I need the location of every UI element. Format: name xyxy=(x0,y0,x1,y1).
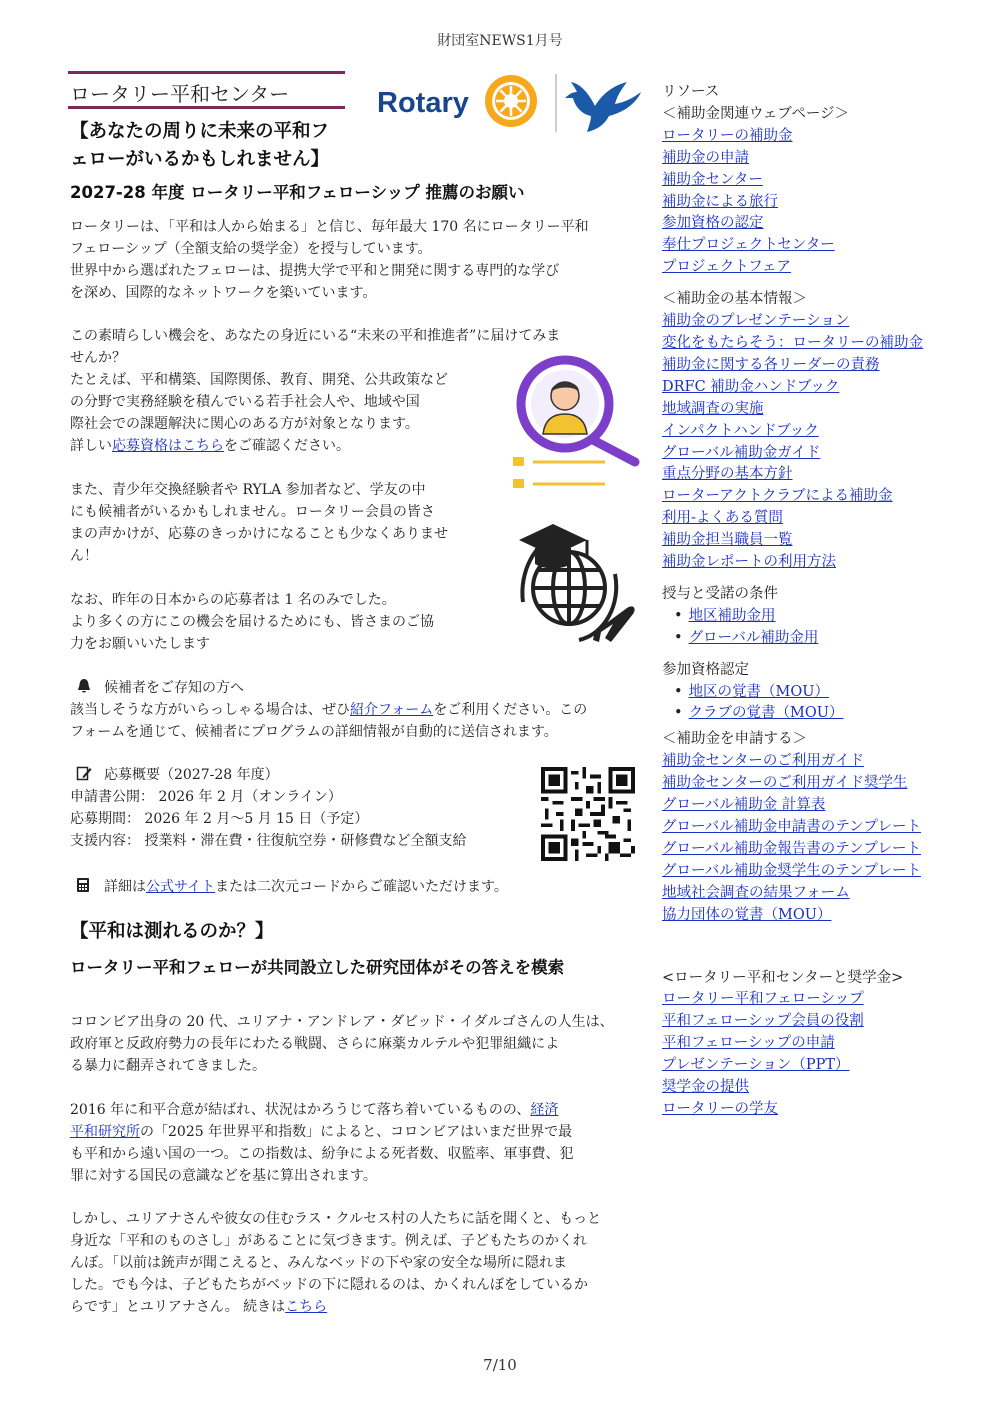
sidebar-link[interactable]: • 地区の覚書（MOU） xyxy=(662,682,962,704)
text-line: しかし、ユリアナさんや彼女の住むラス・クルセス村の人たちに話を聞くと、もっと xyxy=(70,1211,602,1227)
details-line xyxy=(70,876,640,898)
calculator-icon xyxy=(76,877,90,893)
section-label: ロータリー平和センター xyxy=(70,82,290,106)
referral-form-link[interactable]: 紹介フォーム xyxy=(350,702,434,718)
sidebar-group-title: 授与と受諾の条件 xyxy=(662,585,778,602)
text-line: たとえば、平和構築、国際関係、教育、開発、公共政策など xyxy=(70,372,448,388)
article1-heading-line2: ェローがいるかもしれません】 xyxy=(70,149,330,170)
sidebar-group-links xyxy=(662,606,962,650)
text-line: まの声かけが、応募のきっかけになることも少なくありませ xyxy=(70,526,448,542)
article2-paragraph2 xyxy=(70,1099,640,1187)
sidebar-link[interactable]: プロジェクトフェア xyxy=(662,259,792,276)
sidebar-link[interactable]: 奨学金の提供 xyxy=(662,1079,749,1096)
sidebar-link[interactable]: 奉仕プロジェクトセンター xyxy=(662,237,835,254)
section-label-box xyxy=(68,71,345,109)
text-line xyxy=(70,1099,640,1121)
text-line: フェローシップ（全額支給の奨学金）を授与しています。 xyxy=(70,241,432,257)
resources-sidebar xyxy=(662,82,962,1121)
candidate-section xyxy=(70,677,640,743)
sidebar-link[interactable]: グローバル補助金報告書のテンプレート xyxy=(662,840,921,857)
text-line: 世界中から選ばれたフェローは、提携大学で平和と開発に関する専門的な学び xyxy=(70,263,560,279)
article1-paragraph1 xyxy=(70,216,640,304)
sidebar-link[interactable]: 協力団体の覚書（MOU） xyxy=(662,906,832,923)
sidebar-link[interactable]: 補助金センターのご利用ガイド奨学生 xyxy=(662,775,908,792)
sidebar-link[interactable]: インパクトハンドブック xyxy=(662,422,819,439)
sidebar-group-links xyxy=(662,989,962,1120)
sidebar-link[interactable]: • グローバル補助金用 xyxy=(662,628,962,650)
text-line: 際社会での課題解決に関心のある方が対象となります。 xyxy=(70,416,419,432)
sidebar-link[interactable]: 補助金による旅行 xyxy=(662,193,778,210)
sidebar-link[interactable]: DRFC 補助金ハンドブック xyxy=(662,378,840,395)
sidebar-link[interactable]: 地域社会調査の結果フォーム xyxy=(662,884,850,901)
sidebar-link[interactable]: 平和フェローシップの申請 xyxy=(662,1035,835,1052)
text-line: より多くの方にこの機会を届けるためにも、皆さまのご協 xyxy=(70,614,434,630)
text-line: 政府軍と反政府勢力の長年にわたる戦闘、さらに麻薬カルテルや犯罪組織によ xyxy=(70,1036,560,1052)
text-span: らです」とユリアナさん。 続きは xyxy=(70,1299,286,1315)
text-line: も平和から遠い国の一つ。この指数は、紛争による死者数、収監率、軍事費、犯 xyxy=(70,1146,574,1162)
sidebar-link[interactable]: ロータリーの補助金 xyxy=(662,127,793,144)
text-span: 詳しい xyxy=(70,438,112,454)
sidebar-link[interactable]: 補助金に関する各リーダーの責務 xyxy=(662,356,880,373)
text-line: この素晴らしい機会を、あなたの身近にいる“未来の平和推進者”に届けてみま xyxy=(70,328,561,344)
study-abroad-icon xyxy=(505,512,640,657)
dove-icon xyxy=(565,82,641,132)
text-line: 身近な「平和のものさし」があることに気づきます。例えば、子どもたちのかくれ xyxy=(70,1233,587,1249)
sidebar-group-links xyxy=(662,682,962,726)
sidebar-link[interactable]: 平和フェローシップ会員の役割 xyxy=(662,1013,864,1030)
sidebar-link[interactable]: 参加資格の認定 xyxy=(662,215,764,232)
rotary-wheel-icon xyxy=(485,75,537,127)
sidebar-group-links xyxy=(662,311,962,574)
sidebar-link[interactable]: 重点分野の基本方針 xyxy=(662,466,793,483)
article1-heading-line1: 【あなたの周りに未来の平和フ xyxy=(70,121,330,142)
eligibility-link[interactable]: 応募資格はこちら xyxy=(112,438,224,454)
iep-link-part1[interactable]: 経済 xyxy=(530,1102,559,1118)
article1-paragraph3 xyxy=(70,479,490,567)
article2-paragraph3 xyxy=(70,1208,640,1318)
text-span: 2016 年に和平合意が結ばれ、状況はかろうじて落ち着いているものの、 xyxy=(70,1102,531,1118)
sidebar-link[interactable]: 補助金のプレゼンテーション xyxy=(662,313,850,330)
sidebar-group-title: 参加資格認定 xyxy=(662,661,749,678)
text-line: る暴力に翻弄されてきました。 xyxy=(70,1058,266,1074)
text-line: なお、昨年の日本からの応募者は 1 名のみでした。 xyxy=(70,592,396,608)
official-site-link[interactable]: 公式サイト xyxy=(146,879,216,895)
sidebar-link[interactable]: グローバル補助金申請書のテンプレート xyxy=(662,819,921,835)
text-span: をご確認ください。 xyxy=(224,438,350,454)
text-line: した。でも今は、子どもたちがベッドの下に隠れるのは、かくれんぼをしているか xyxy=(70,1277,588,1293)
newsletter-title: 財団室NEWS1月号 xyxy=(437,33,563,49)
text-line: また、青少年交換経験者や RYLA 参加者など、学友の中 xyxy=(70,482,426,498)
text-span: 該当しそうな方がいらっしゃる場合は、ぜひ xyxy=(70,702,350,718)
page-number: 7/10 xyxy=(483,1356,517,1374)
article2-paragraph1 xyxy=(70,1011,640,1077)
rotary-logo xyxy=(375,72,645,134)
sidebar-link[interactable]: ロータリーの学友 xyxy=(662,1100,778,1117)
sidebar-link[interactable]: グローバル補助金奨学生のテンプレート xyxy=(662,862,921,879)
sidebar-group-title: <ロータリー平和センターと奨学金> xyxy=(662,969,904,986)
sidebar-link[interactable]: 補助金レポートの利用方法 xyxy=(662,554,836,571)
text-line: んぼ。「以前は銃声が聞こえると、みんなベッドの下や家の安全な場所に隠れま xyxy=(70,1255,567,1271)
continue-reading-link[interactable]: こちら xyxy=(285,1299,328,1315)
text-line: ロータリーは、「平和は人から始まる」と信じ、毎年最大 170 名にロータリー平和 xyxy=(70,219,589,235)
text-line: 罪に対する国民の意識などを基に算出されます。 xyxy=(70,1168,377,1184)
text-line xyxy=(70,1121,640,1143)
text-line: フォームを通じて、候補者にプログラムの詳細情報が自動的に送信されます。 xyxy=(70,724,558,740)
rotary-wordmark: Rotary xyxy=(377,87,469,119)
sidebar-group-title: ＜補助金を申請する＞ xyxy=(662,731,807,748)
text-line xyxy=(70,677,640,699)
article1-paragraph4 xyxy=(70,589,490,655)
bell-icon xyxy=(76,678,92,694)
sidebar-link[interactable]: 補助金センター xyxy=(662,171,763,188)
sidebar-link[interactable]: グローバル補助金ガイド xyxy=(662,444,821,461)
edit-document-icon xyxy=(76,765,92,781)
sidebar-link[interactable]: 補助金担当職員一覧 xyxy=(662,532,793,549)
text-line: 支援内容： 授業料・滞在費・往復航空券・研修費など全額支給 xyxy=(70,833,467,849)
sidebar-link[interactable]: グローバル補助金 計算表 xyxy=(662,797,826,814)
sidebar-link[interactable]: プレゼンテーション（PPT） xyxy=(662,1057,850,1074)
sidebar-link[interactable]: 補助金の申請 xyxy=(662,149,749,166)
candidate-search-icon xyxy=(505,352,645,497)
text-line: せんか？ xyxy=(70,350,126,366)
text-line xyxy=(70,764,540,786)
sidebar-link[interactable]: ローターアクトクラブによる補助金 xyxy=(662,488,893,505)
sidebar-group-title: ＜補助金の基本情報＞ xyxy=(662,291,807,308)
qr-code[interactable] xyxy=(541,767,635,861)
text-line xyxy=(70,1296,640,1318)
overview-title: 応募概要（2027-28 年度） xyxy=(104,767,279,783)
text-span: をご利用ください。この xyxy=(433,702,588,718)
sidebar-link[interactable]: ロータリー平和フェローシップ xyxy=(662,991,864,1008)
application-overview xyxy=(70,764,540,852)
text-line: 力をお願いいたします xyxy=(70,636,210,652)
sidebar-group-links xyxy=(662,751,962,926)
text-span: 詳細は xyxy=(104,879,146,895)
text-line: 申請書公開： 2026 年 2 月（オンライン） xyxy=(70,789,342,805)
text-line: 応募期間： 2026 年 2 月～5 月 15 日（予定） xyxy=(70,811,369,827)
article1-subheading: 2027-28 年度 ロータリー平和フェローシップ 推薦のお願い xyxy=(70,183,525,202)
candidate-section-title: 候補者をご存知の方へ xyxy=(104,680,244,696)
sidebar-group-links xyxy=(662,126,962,279)
article2-subheading: ロータリー平和フェローが共同設立した研究団体がその答えを模索 xyxy=(70,958,565,977)
sidebar-link[interactable]: 利用-よくある質問 xyxy=(662,510,783,527)
sidebar-group-title: ＜補助金関連ウェブページ＞ xyxy=(662,105,850,122)
sidebar-link[interactable]: 地域調査の実施 xyxy=(662,400,764,417)
sidebar-title: リソース xyxy=(662,84,720,100)
text-span: の「2025 年世界平和指数」によると、コロンビアはいまだ世界で最 xyxy=(140,1124,573,1140)
text-line: の分野で実務経験を積んでいる若手社会人や、地域や国 xyxy=(70,394,420,410)
text-line: コロンビア出身の 20 代、ユリアナ・アンドレア・ダビッド・イダルゴさんの人生は、 xyxy=(70,1014,614,1030)
text-line: を深め、国際的なネットワークを築いています。 xyxy=(70,285,377,301)
sidebar-link[interactable]: 変化をもたらそう：ロータリーの補助金 xyxy=(662,334,923,351)
sidebar-link[interactable]: 補助金センターのご利用ガイド xyxy=(662,753,864,770)
article2-heading: 【平和は測れるのか？】 xyxy=(70,921,274,942)
sidebar-link[interactable]: • クラブの覚書（MOU） xyxy=(662,703,962,725)
text-line xyxy=(70,699,640,721)
text-line: ん！ xyxy=(70,548,98,564)
sidebar-link[interactable]: • 地区補助金用 xyxy=(662,606,962,628)
text-span: または二次元コードからご確認いただけます。 xyxy=(215,879,508,895)
iep-link-part2[interactable]: 平和研究所 xyxy=(70,1124,140,1140)
text-line: にも候補者がいるかもしれません。ロータリー会員の皆さ xyxy=(70,504,435,520)
